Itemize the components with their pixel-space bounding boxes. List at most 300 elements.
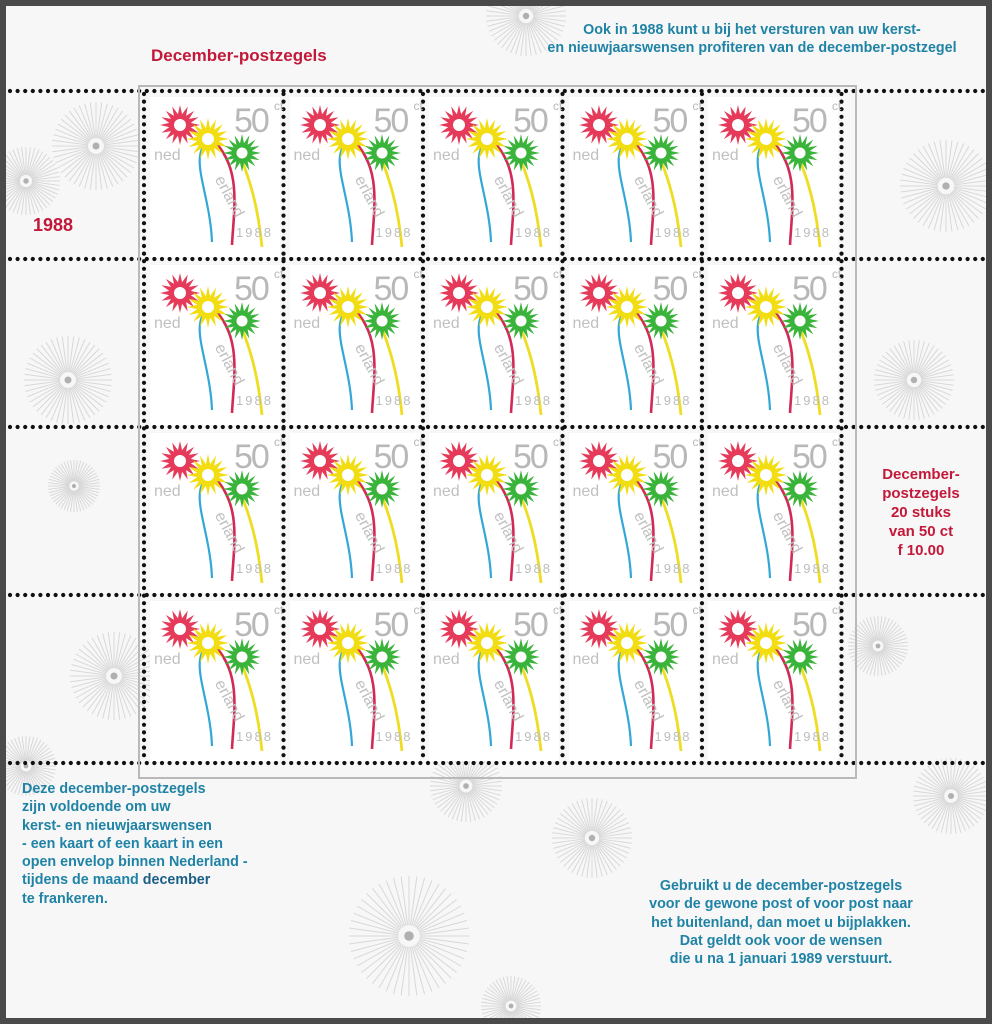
price-note-line: van 50 ct <box>888 522 954 540</box>
perforation-hole <box>54 761 58 765</box>
perforation-hole <box>46 89 50 93</box>
usage-note-line: kerst- en nieuwjaarswensen <box>22 817 212 834</box>
perforation-hole <box>912 425 916 429</box>
decorative-burst <box>48 460 100 512</box>
perforation-hole <box>99 257 103 261</box>
stamp <box>290 601 423 761</box>
stamp-denomination: 50 <box>234 606 268 644</box>
perforation-hole <box>69 593 73 597</box>
stamp-year: 1988 <box>654 225 692 240</box>
decorative-burst <box>24 336 112 424</box>
perforation-hole <box>905 257 909 261</box>
perforation-hole <box>31 593 35 597</box>
perforation-hole <box>84 761 88 765</box>
stamp-currency: ct <box>274 435 284 449</box>
stamp-denomination: 50 <box>513 606 547 644</box>
perforation-hole <box>76 593 80 597</box>
perforation-hole <box>928 89 932 93</box>
perforation-hole <box>114 89 118 93</box>
usage-note-line <box>22 871 322 889</box>
abroad-note-line: het buitenland, dan moet u bijplakken. <box>651 914 911 931</box>
perforation-hole <box>46 593 50 597</box>
perforation-hole <box>897 593 901 597</box>
stamp-year: 1988 <box>236 729 273 744</box>
perforation-hole <box>31 761 35 765</box>
perforation-hole <box>920 257 924 261</box>
perforation-hole <box>890 761 894 765</box>
perforation-hole <box>928 425 932 429</box>
perforation-hole <box>23 425 27 429</box>
stamp <box>429 433 563 593</box>
perforation-hole <box>76 89 80 93</box>
perforation-hole <box>46 425 50 429</box>
perforation-hole <box>882 761 886 765</box>
stamp-currency: ct <box>553 603 563 617</box>
perforation-hole <box>966 593 970 597</box>
perforation-hole <box>890 89 894 93</box>
perforation-hole <box>122 425 126 429</box>
stamp-denomination: 50 <box>513 270 547 308</box>
usage-note <box>22 780 322 908</box>
perforation-hole <box>54 593 58 597</box>
stamp-year: 1988 <box>794 729 831 744</box>
usage-note-text: tijdens de maand <box>22 872 143 889</box>
perforation-hole <box>31 89 35 93</box>
stamp-country-part1: ned <box>712 651 739 668</box>
perforation-hole <box>943 425 947 429</box>
perforation-hole <box>23 89 27 93</box>
perforation-hole <box>912 593 916 597</box>
perforation-hole <box>84 593 88 597</box>
perforation-hole <box>928 761 932 765</box>
perforation-hole <box>92 89 96 93</box>
stamp-country-part2: erland <box>210 509 247 557</box>
perforation-hole <box>973 425 977 429</box>
stamp <box>150 433 284 593</box>
perforation-hole <box>99 425 103 429</box>
stamp-country-part1: ned <box>293 651 321 668</box>
perforation-hole <box>981 89 985 93</box>
stamp-year: 1988 <box>515 393 552 408</box>
stamp <box>708 97 842 257</box>
perforation-hole <box>920 425 924 429</box>
perforation-hole <box>912 761 916 765</box>
stamp-country-part2: erland <box>629 677 666 725</box>
perforation-hole <box>122 257 126 261</box>
perforation-hole <box>890 425 894 429</box>
stamp-currency: ct <box>832 603 842 617</box>
perforation-hole <box>122 593 126 597</box>
perforation-hole <box>912 257 916 261</box>
stamp-currency: ct <box>413 99 423 113</box>
perforation-hole <box>905 761 909 765</box>
decorative-burst <box>349 876 469 996</box>
stamp <box>150 265 284 425</box>
perforation-hole <box>76 257 80 261</box>
perforation-hole <box>8 257 12 261</box>
perforation-hole <box>981 425 985 429</box>
perforation-hole <box>874 761 878 765</box>
stamp-country-part1: ned <box>154 147 181 164</box>
stamp-country-part1: ned <box>572 651 600 668</box>
perforation-hole <box>905 425 909 429</box>
perforation-hole <box>92 257 96 261</box>
stamp-year: 1988 <box>375 393 413 408</box>
stamp-year: 1988 <box>515 729 552 744</box>
stamp-year: 1988 <box>375 561 413 576</box>
perforation-hole <box>38 257 42 261</box>
perforation-hole <box>981 257 985 261</box>
perforation-hole <box>935 257 939 261</box>
perforation-hole <box>897 425 901 429</box>
perforation-hole <box>859 593 863 597</box>
perforation-hole <box>23 257 27 261</box>
perforation-hole <box>8 89 12 93</box>
perforation-hole <box>107 257 111 261</box>
perforation-hole <box>874 425 878 429</box>
stamp-currency: ct <box>274 603 284 617</box>
perforation-hole <box>114 257 118 261</box>
perforation-hole <box>92 425 96 429</box>
perforation-hole <box>69 257 73 261</box>
perforation-hole <box>99 89 103 93</box>
stamp-country-part1: ned <box>293 315 321 332</box>
stamp-year: 1988 <box>794 225 831 240</box>
usage-note-line: zijn voldoende om uw <box>22 799 171 816</box>
stamp-country-part2: erland <box>350 509 387 557</box>
usage-note-line: open envelop binnen Nederland - <box>22 854 248 871</box>
price-note-line: postzegels <box>882 484 960 502</box>
stamp <box>569 97 702 257</box>
stamp-denomination: 50 <box>652 270 687 308</box>
perforation-hole <box>981 761 985 765</box>
perforation-hole <box>84 257 88 261</box>
perforation-hole <box>882 257 886 261</box>
stamp-year: 1988 <box>375 729 413 744</box>
perforation-hole <box>16 593 20 597</box>
stamp-denomination: 50 <box>792 102 826 140</box>
perforation-hole <box>107 425 111 429</box>
stamp-year: 1988 <box>236 225 273 240</box>
perforation-hole <box>943 761 947 765</box>
stamp-country-part1: ned <box>572 147 600 164</box>
stamp-country-part1: ned <box>712 147 739 164</box>
stamp <box>290 265 423 425</box>
stamp-denomination: 50 <box>234 270 268 308</box>
stamp-denomination: 50 <box>513 438 547 476</box>
perforation-hole <box>874 89 878 93</box>
stamp-year: 1988 <box>654 729 692 744</box>
decorative-burst <box>52 102 140 190</box>
perforation-hole <box>76 425 80 429</box>
stamp-country-part2: erland <box>210 677 247 725</box>
perforation-hole <box>867 257 871 261</box>
perforation-hole <box>107 593 111 597</box>
stamp <box>708 433 842 593</box>
perforation-hole <box>8 593 12 597</box>
abroad-note-line: Gebruikt u de december-postzegels <box>659 878 903 894</box>
stamp-country-part1: ned <box>712 483 739 500</box>
decorative-burst <box>874 340 954 420</box>
perforation-hole <box>130 761 134 765</box>
perforation-hole <box>23 761 27 765</box>
price-note <box>851 466 986 560</box>
perforation-hole <box>859 257 863 261</box>
price-note-line: December- <box>882 466 960 483</box>
perforation-hole <box>897 89 901 93</box>
stamp-country-part2: erland <box>629 173 666 221</box>
stamp <box>429 265 563 425</box>
decorative-burst <box>848 616 908 676</box>
stamp-currency: ct <box>692 603 702 617</box>
stamp-year: 1988 <box>654 561 692 576</box>
perforation-hole <box>943 257 947 261</box>
perforation-hole <box>107 761 111 765</box>
usage-note-emphasis: december <box>142 872 211 889</box>
perforation-hole <box>46 761 50 765</box>
perforation-hole <box>122 89 126 93</box>
perforation-hole <box>114 761 118 765</box>
stamp-country-part2: erland <box>629 509 666 557</box>
stamp-currency: ct <box>832 435 842 449</box>
stamp-currency: ct <box>692 99 702 113</box>
margin-year: 1988 <box>33 215 74 235</box>
perforation-hole <box>943 593 947 597</box>
perforation-hole <box>859 89 863 93</box>
stamp-year: 1988 <box>794 393 831 408</box>
perforation-hole <box>905 593 909 597</box>
perforation-hole <box>76 761 80 765</box>
perforation-hole <box>973 593 977 597</box>
perforation-hole <box>61 593 65 597</box>
stamp-currency: ct <box>413 267 423 281</box>
usage-note-line: Deze december-postzegels <box>22 781 206 797</box>
perforation-hole <box>966 761 970 765</box>
stamp-year: 1988 <box>515 561 552 576</box>
top-note-line: Ook in 1988 kunt u bij het versturen van uw kerst- <box>583 22 921 38</box>
stamp-country-part2: erland <box>489 509 526 557</box>
stamp-country-part1: ned <box>293 483 321 500</box>
stamp-currency: ct <box>692 435 702 449</box>
perforation-hole <box>92 761 96 765</box>
perforation-hole <box>130 89 134 93</box>
perforation-hole <box>874 257 878 261</box>
stamp-country-part2: erland <box>768 509 805 557</box>
stamp-country-part2: erland <box>350 341 387 389</box>
stamp <box>708 265 842 425</box>
perforation-hole <box>61 257 65 261</box>
stamp-currency: ct <box>553 267 563 281</box>
stamp-country-part1: ned <box>154 483 181 500</box>
stamp-currency: ct <box>274 99 284 113</box>
perforation-hole <box>897 257 901 261</box>
stamp-country-part1: ned <box>433 315 460 332</box>
stamp <box>290 433 423 593</box>
perforation-hole <box>69 89 73 93</box>
perforation-hole <box>950 593 954 597</box>
stamp-denomination: 50 <box>373 270 408 308</box>
perforation-hole <box>61 89 65 93</box>
stamp-country-part2: erland <box>768 677 805 725</box>
stamp <box>429 97 563 257</box>
stamp-denomination: 50 <box>373 438 408 476</box>
top-note <box>542 22 962 57</box>
perforation-hole <box>54 257 58 261</box>
stamp-denomination: 50 <box>792 606 826 644</box>
stamp-currency: ct <box>832 99 842 113</box>
stamp-country-part2: erland <box>489 341 526 389</box>
perforation-hole <box>890 593 894 597</box>
perforation-hole <box>958 761 962 765</box>
perforation-hole <box>966 89 970 93</box>
perforation-hole <box>23 593 27 597</box>
perforation-hole <box>61 425 65 429</box>
stamp-country-part1: ned <box>154 315 181 332</box>
perforation-hole <box>920 593 924 597</box>
stamp <box>569 601 702 761</box>
decorative-burst <box>6 147 60 215</box>
stamp-country-part1: ned <box>293 147 321 164</box>
perforation-hole <box>897 761 901 765</box>
perforation-hole <box>122 761 126 765</box>
stamp-country-part1: ned <box>572 483 600 500</box>
perforation-hole <box>958 425 962 429</box>
stamp <box>569 265 702 425</box>
perforation-hole <box>935 425 939 429</box>
abroad-note-line: die u na 1 januari 1989 verstuurt. <box>669 951 893 968</box>
perforation-hole <box>928 257 932 261</box>
stamp-denomination: 50 <box>652 606 687 644</box>
perforation-hole <box>882 425 886 429</box>
perforation-hole <box>38 425 42 429</box>
perforation-hole <box>973 89 977 93</box>
perforation-hole <box>935 593 939 597</box>
perforation-hole <box>935 761 939 765</box>
stamp-country-part1: ned <box>433 651 460 668</box>
perforation-hole <box>38 89 42 93</box>
perforation-hole <box>99 761 103 765</box>
perforation-hole <box>867 593 871 597</box>
perforation-hole <box>935 89 939 93</box>
perforation-hole <box>114 593 118 597</box>
perforation-hole <box>966 257 970 261</box>
stamp-denomination: 50 <box>373 102 408 140</box>
perforation-hole <box>84 425 88 429</box>
stamp-country-part2: erland <box>629 341 666 389</box>
souvenir-sheet <box>6 6 986 1018</box>
perforation-hole <box>54 89 58 93</box>
stamp-year: 1988 <box>375 225 413 240</box>
perforation-hole <box>882 593 886 597</box>
perforation-hole <box>867 425 871 429</box>
stamp-country-part2: erland <box>350 173 387 221</box>
stamp <box>708 601 842 761</box>
abroad-note-line: Dat geldt ook voor de wensen <box>679 932 883 949</box>
usage-note-line: te frankeren. <box>22 890 108 907</box>
stamp-year: 1988 <box>236 561 273 576</box>
perforation-hole <box>84 89 88 93</box>
decorative-burst <box>481 976 541 1018</box>
decorative-burst <box>913 758 986 834</box>
stamp-year: 1988 <box>654 393 692 408</box>
perforation-hole <box>950 425 954 429</box>
perforation-hole <box>16 425 20 429</box>
stamp-year: 1988 <box>236 393 273 408</box>
stamp <box>150 97 284 257</box>
stamp-country-part2: erland <box>768 341 805 389</box>
perforation-hole <box>958 89 962 93</box>
stamp-currency: ct <box>413 603 423 617</box>
stamp-country-part2: erland <box>350 677 387 725</box>
perforation-hole <box>920 761 924 765</box>
perforation-hole <box>61 761 65 765</box>
perforation-hole <box>92 593 96 597</box>
stamp-currency: ct <box>692 267 702 281</box>
perforation-hole <box>16 761 20 765</box>
stamp-denomination: 50 <box>792 270 826 308</box>
perforation-hole <box>882 89 886 93</box>
usage-note-line: - een kaart of een kaart in een <box>22 835 224 852</box>
perforation-hole <box>867 89 871 93</box>
decorative-burst <box>900 140 986 232</box>
perforation-hole <box>920 89 924 93</box>
stamp-country-part2: erland <box>768 173 805 221</box>
stamp-country-part1: ned <box>433 147 460 164</box>
perforation-hole <box>859 425 863 429</box>
perforation-hole <box>46 257 50 261</box>
stamp-currency: ct <box>832 267 842 281</box>
perforation-hole <box>130 593 134 597</box>
perforation-hole <box>69 425 73 429</box>
perforation-hole <box>8 425 12 429</box>
perforation-hole <box>16 257 20 261</box>
decorative-burst <box>552 798 632 878</box>
perforation-hole <box>31 257 35 261</box>
perforation-hole <box>130 257 134 261</box>
perforation-hole <box>950 257 954 261</box>
perforation-hole <box>890 257 894 261</box>
perforation-hole <box>99 593 103 597</box>
stamp-denomination: 50 <box>234 102 268 140</box>
perforation-hole <box>905 89 909 93</box>
perforation-hole <box>38 761 42 765</box>
sheet-title: December-postzegels <box>151 46 327 65</box>
stamp-year: 1988 <box>794 561 831 576</box>
stamp <box>569 433 702 593</box>
stamp <box>290 97 423 257</box>
perforation-hole <box>943 89 947 93</box>
perforation-hole <box>966 425 970 429</box>
stamp-currency: ct <box>274 267 284 281</box>
stamp-country-part1: ned <box>154 651 181 668</box>
perforation-hole <box>973 761 977 765</box>
top-note-line: en nieuwjaarswensen profiteren van de december-postzegel <box>547 39 957 56</box>
stamp-denomination: 50 <box>652 102 687 140</box>
perforation-hole <box>973 257 977 261</box>
perforation-hole <box>69 761 73 765</box>
perforation-hole <box>950 89 954 93</box>
stamp-currency: ct <box>553 435 563 449</box>
perforation-hole <box>981 593 985 597</box>
perforation-hole <box>958 593 962 597</box>
stamp-denomination: 50 <box>513 102 547 140</box>
perforation-hole <box>912 89 916 93</box>
perforation-hole <box>16 89 20 93</box>
stamp-currency: ct <box>553 99 563 113</box>
stamp-country-part1: ned <box>433 483 460 500</box>
stamp-country-part2: erland <box>210 173 247 221</box>
perforation-hole <box>8 761 12 765</box>
